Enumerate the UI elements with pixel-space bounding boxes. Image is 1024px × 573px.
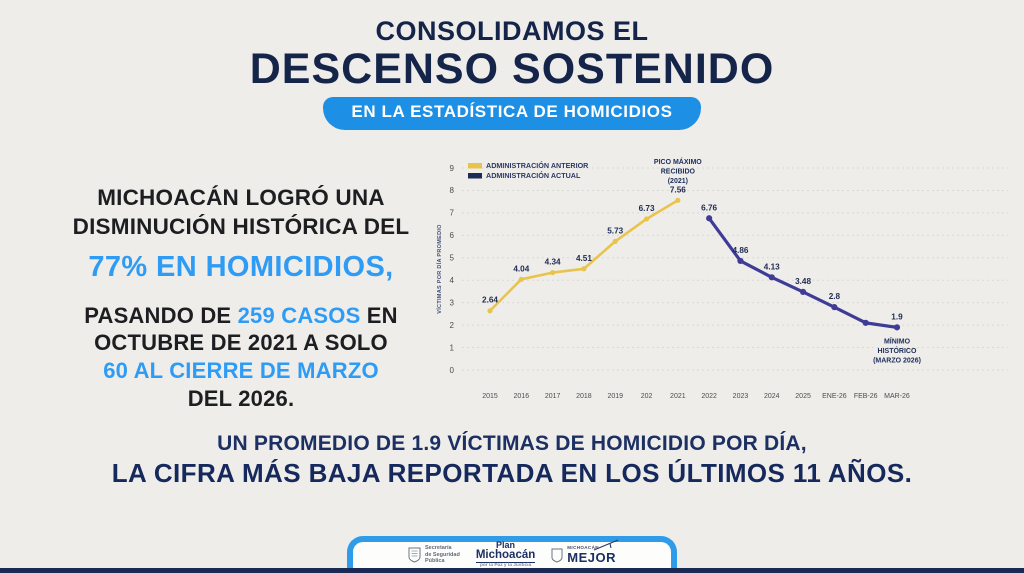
statement-line-2: LA CIFRA MÁS BAJA REPORTADA EN LOS ÚLTIMOS 11 AÑOS. <box>111 458 913 488</box>
svg-text:4.86: 4.86 <box>732 245 749 255</box>
summary-paragraph-line-2: OCTUBRE DE 2021 A SOLO <box>94 330 388 356</box>
svg-text:8: 8 <box>449 186 454 196</box>
svg-text:5.73: 5.73 <box>607 226 624 236</box>
svg-text:ADMINISTRACIÓN ACTUAL: ADMINISTRACIÓN ACTUAL <box>486 171 581 180</box>
svg-text:7.56: 7.56 <box>669 185 686 195</box>
svg-text:RECIBIDO: RECIBIDO <box>660 168 695 176</box>
text-segment: PASANDO DE <box>84 302 238 328</box>
shield-icon <box>408 547 421 563</box>
svg-text:6: 6 <box>449 231 454 241</box>
plan-line-2: Michoacán <box>476 550 535 564</box>
plan-tagline: por la Paz y la Justicia <box>479 563 532 569</box>
svg-text:2022: 2022 <box>701 393 717 400</box>
text-segment-highlight: 259 CASOS <box>237 302 361 328</box>
svg-text:2019: 2019 <box>607 393 624 400</box>
svg-text:2: 2 <box>449 320 454 330</box>
svg-text:(2021): (2021) <box>667 177 688 185</box>
svg-text:2021: 2021 <box>670 393 686 400</box>
svg-text:6.73: 6.73 <box>638 203 655 213</box>
svg-text:202: 202 <box>640 393 653 400</box>
svg-text:2025: 2025 <box>795 393 811 400</box>
summary-line-1: MICHOACÁN LOGRÓ UNA <box>97 185 385 210</box>
svg-text:6.76: 6.76 <box>701 203 718 213</box>
summary-panel <box>52 183 430 413</box>
summary-paragraph-line-4: DEL 2026. <box>187 386 295 412</box>
logo-tab <box>347 536 677 568</box>
title-line-1: CONSOLIDAMOS EL <box>375 16 649 46</box>
svg-text:4.04: 4.04 <box>513 264 530 274</box>
svg-text:ENE-26: ENE-26 <box>822 393 847 400</box>
logo-secretariat <box>408 545 460 565</box>
title-line-2: DESCENSO SOSTENIDO <box>249 45 775 93</box>
svg-text:3.48: 3.48 <box>795 276 812 286</box>
svg-text:1: 1 <box>449 343 454 353</box>
svg-text:3: 3 <box>449 298 454 308</box>
svg-text:2.64: 2.64 <box>482 295 498 305</box>
svg-text:ADMINISTRACIÓN ANTERIOR: ADMINISTRACIÓN ANTERIOR <box>486 161 589 170</box>
svg-text:2.8: 2.8 <box>828 292 841 302</box>
mejor-wordmark <box>567 546 616 564</box>
svg-text:(MARZO 2026): (MARZO 2026) <box>873 357 921 365</box>
svg-text:2017: 2017 <box>544 393 561 400</box>
svg-text:7: 7 <box>449 208 454 218</box>
bottom-statement <box>0 432 1024 489</box>
svg-text:2016: 2016 <box>513 393 530 400</box>
logo-plan-michoacan <box>476 541 535 569</box>
svg-text:PICO MÁXIMO: PICO MÁXIMO <box>653 158 702 166</box>
mejor-state-label: MICHOACÁN <box>567 545 599 551</box>
chart-svg <box>430 153 1014 419</box>
logo-michoacan-mejor <box>551 546 616 564</box>
statement-line-1: UN PROMEDIO DE 1.9 VÍCTIMAS DE HOMICIDIO POR DÍA, <box>217 432 807 455</box>
svg-text:2023: 2023 <box>732 393 749 400</box>
summary-paragraph-line-3: 60 AL CIERRE DE MARZO <box>103 358 379 384</box>
crane-icon <box>592 539 620 551</box>
summary-line-2: DISMINUCIÓN HISTÓRICA DEL <box>72 214 410 240</box>
mejor-name: MEJOR <box>567 549 616 565</box>
secretariat-line-1: Secretaría <box>424 545 452 552</box>
svg-text:HISTÓRICO: HISTÓRICO <box>877 347 917 355</box>
text-segment: EN <box>360 302 398 328</box>
header <box>0 16 1024 130</box>
svg-text:VÍCTIMAS POR DÍA PROMEDIO: VÍCTIMAS POR DÍA PROMEDIO <box>437 224 443 314</box>
subtitle-banner: EN LA ESTADÍSTICA DE HOMICIDIOS <box>323 97 700 130</box>
svg-text:MÍNIMO: MÍNIMO <box>883 338 911 346</box>
svg-text:4.34: 4.34 <box>544 257 561 267</box>
svg-text:5: 5 <box>449 253 454 263</box>
svg-text:2024: 2024 <box>763 393 780 400</box>
crest-icon <box>551 548 563 563</box>
svg-text:MAR-26: MAR-26 <box>884 393 910 400</box>
plan-line-1: Plan <box>496 539 516 550</box>
svg-text:2015: 2015 <box>482 393 498 400</box>
bottom-accent-bar <box>0 568 1024 573</box>
summary-paragraph-line-1 <box>52 302 430 330</box>
secretariat-label <box>425 545 460 565</box>
svg-text:0: 0 <box>449 365 454 375</box>
svg-text:2018: 2018 <box>576 393 592 400</box>
svg-text:4: 4 <box>449 276 454 286</box>
homicide-trend-chart <box>430 153 1014 419</box>
summary-highlight: 77% EN HOMICIDIOS, <box>88 250 394 283</box>
svg-text:4.13: 4.13 <box>763 262 780 272</box>
svg-text:9: 9 <box>449 163 454 173</box>
secretariat-line-2: de Seguridad <box>424 551 460 558</box>
svg-text:1.9: 1.9 <box>891 312 903 322</box>
secretariat-line-3: Pública <box>424 558 445 565</box>
svg-text:4.51: 4.51 <box>575 253 592 263</box>
svg-text:FEB-26: FEB-26 <box>853 393 878 400</box>
